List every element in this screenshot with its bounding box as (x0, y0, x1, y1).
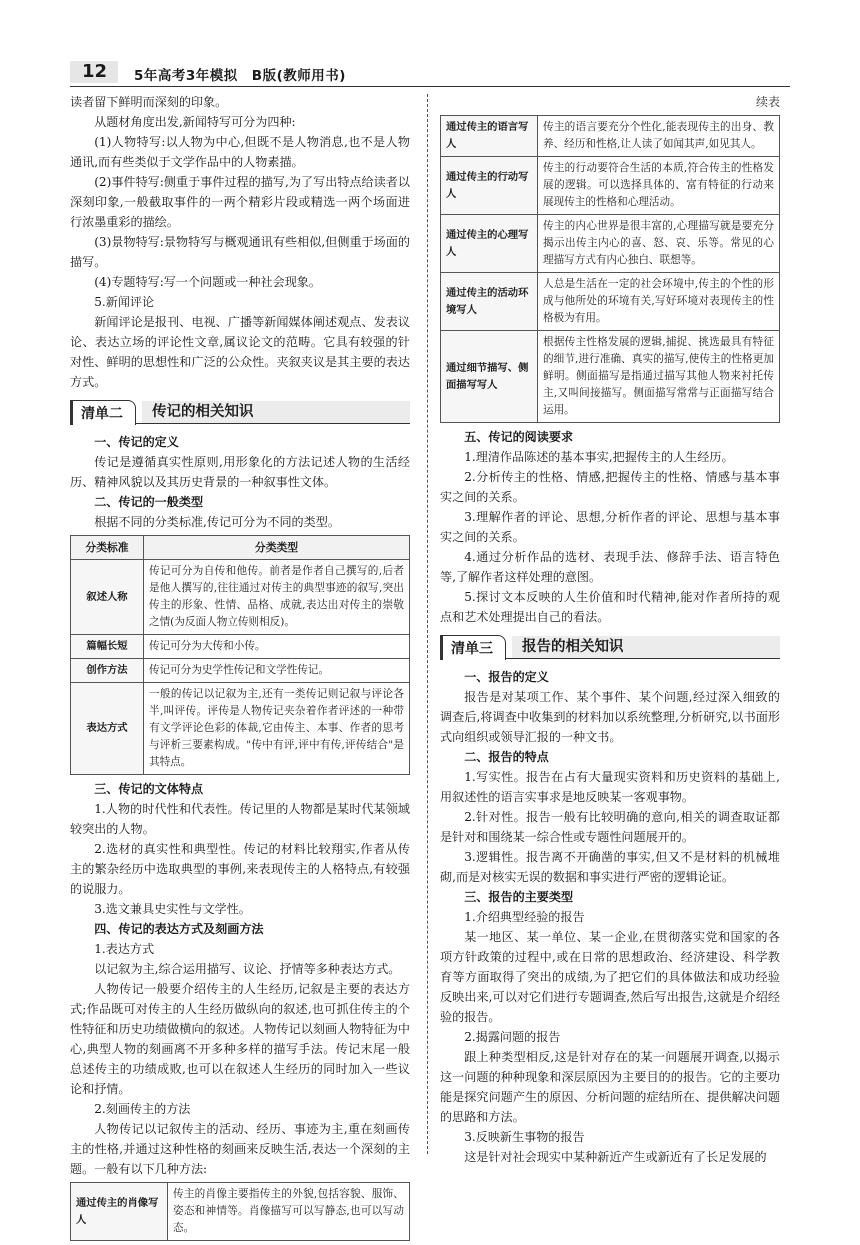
subheading: 一、报告的定义 (464, 670, 549, 684)
table-key-cell: 篇幅长短 (71, 635, 144, 659)
table-key-cell: 通过传主的语言写人 (441, 116, 538, 157)
left-column (70, 92, 410, 1245)
page-number: 12 (82, 61, 108, 82)
biography-types-table (70, 535, 410, 775)
table-key-cell: 通过传主的心理写人 (441, 215, 538, 273)
paragraph: 3.选文兼具史实性与文学性。 (94, 902, 251, 916)
table-value-cell: 人总是生活在一定的社会环境中,传主的个性的形成与他所处的环境有关,写好环境对表现传主的性格极为有用。 (538, 273, 780, 331)
paragraph: (4)专题特写:写一个问题或一种社会现象。 (94, 275, 321, 289)
paragraph: (3)景物特写:景物特写与概观通讯有些相似,但侧重于场面的描写。 (70, 235, 410, 269)
table-row (71, 635, 410, 659)
subheading: 二、传记的一般类型 (94, 495, 204, 509)
table-header-row (71, 536, 410, 560)
book-title: 5年高考3年模拟 B版(教师用书) (134, 68, 346, 84)
table-row (441, 273, 780, 331)
paragraph: 从题材角度出发,新闻特写可分为四种: (94, 115, 296, 129)
paragraph: 2.分析传主的性格、情感,把握传主的性格、情感与基本事实之间的关系。 (440, 470, 780, 504)
section-badge-label: 清单三 (451, 641, 493, 657)
table-row (71, 659, 410, 683)
table-row (71, 683, 410, 775)
paragraph: 1.写实性。报告在占有大量现实资料和历史资料的基础上,用叙述性的语言实事求是地反映某一客观事物。 (440, 770, 780, 804)
paragraph: 4.通过分析作品的选材、表现手法、修辞手法、语言特色等,了解作者这样处理的意图。 (440, 550, 780, 584)
subheading: 三、传记的文体特点 (94, 782, 204, 796)
subheading: 三、报告的主要类型 (464, 890, 574, 904)
table-key-cell: 通过细节描写、侧面描写写人 (441, 331, 538, 423)
paragraph: 某一地区、某一单位、某一企业,在贯彻落实党和国家的各项方针政策的过程中,或在日常的思想政治、经济建设、科学教育等方面取得了突出的成绩,为了把它们的具体做法和成功经验反映出来,可以对它们进行专题调查,然后写出报告,这就是介绍经验的报告。 (440, 930, 780, 1024)
section-header-list3 (440, 635, 780, 661)
paragraph: 以记叙为主,综合运用描写、议论、抒情等多种表达方式。 (94, 962, 401, 976)
page-header (70, 60, 790, 87)
table-value-cell: 一般的传记以记叙为主,还有一类传记则记叙与评论各半,叫评传。评传是人物传记夹杂着作者评述的一种带有文学评论色彩的体裁,它由传主、本事、作者的思考与评析三要素构成。"传中有评,评中有传,评传结合"是其特点。 (144, 683, 410, 775)
paragraph: 5.新闻评论 (94, 295, 155, 309)
paragraph: 读者留下鲜明而深刻的印象。 (70, 95, 228, 109)
portrayal-methods-table-continued (440, 115, 780, 423)
paragraph: 5.探讨文本反映的人生价值和时代精神,能对作者所持的观点和艺术处理提出自己的看法。 (440, 590, 780, 624)
section-title-bar (142, 401, 410, 423)
table-value-cell: 传记可分为史学性传记和文学性传记。 (144, 659, 410, 683)
paragraph: 1.表达方式 (94, 942, 155, 956)
right-column (440, 92, 780, 1167)
table-continued-label: 续表 (755, 95, 780, 109)
paragraph: 人物传记一般要介绍传主的人生经历,记叙是主要的表达方式;作品既可对传主的人生经历做纵向的叙述,也可抓住传主的个性特征和历史功绩做横向的叙述。人物传记以刻画人物特征为中心,典型人物的刻画离不开多种多样的描写手法。传记末尾一般总述传主的功绩成败,也可以在叙述人生经历的同时加入一些议论和抒情。 (70, 982, 410, 1096)
table-key-cell: 叙述人称 (71, 560, 144, 635)
paragraph: 3.逻辑性。报告离不开确凿的事实,但又不是材料的机械堆砌,而是对核实无误的数据和事实进行严密的逻辑论证。 (440, 850, 780, 884)
table-header-cell: 分类标准 (71, 536, 144, 560)
paragraph: 1.人物的时代性和代表性。传记里的人物都是某时代某领域较突出的人物。 (70, 802, 410, 836)
paragraph: 根据不同的分类标准,传记可分为不同的类型。 (94, 515, 340, 529)
paragraph: 跟上种类型相反,这是针对存在的某一问题展开调查,以揭示这一问题的种种现象和深层原因为主要目的的报告。它的主要功能是探究问题产生的原因、分析问题的症结所在、提供解决问题的思路和方法。 (440, 1050, 780, 1124)
section-title: 报告的相关知识 (522, 639, 624, 655)
table-value-cell: 传记可分为大传和小传。 (144, 635, 410, 659)
table-value-cell: 传主的内心世界是很丰富的,心理描写就是要充分揭示出传主内心的喜、怒、哀、乐等。常见的心理描写方式有内心独白、联想等。 (538, 215, 780, 273)
table-row (441, 157, 780, 215)
table-key-cell: 通过传主的行动写人 (441, 157, 538, 215)
section-badge (70, 400, 136, 425)
column-divider (427, 94, 428, 1154)
section-header-list2 (70, 400, 410, 426)
table-row (71, 560, 410, 635)
paragraph: 新闻评论是报刊、电视、广播等新闻媒体阐述观点、发表议论、表达立场的评论性文章,属议论文的范畴。它具有较强的针对性、鲜明的思想性和广泛的公众性。夹叙夹议是其主要的表达方式。 (70, 315, 410, 389)
table-key-cell: 表达方式 (71, 683, 144, 775)
table-value-cell: 传主的肖像主要指传主的外貌,包括容貌、服饰、姿态和神情等。肖像描写可以写静态,也可以写动态。 (168, 1183, 410, 1241)
paragraph: (2)事件特写:侧重于事件过程的描写,为了写出特点给读者以深刻印象,一般截取事件的一两个精彩片段或精选一两个场面进行浓墨重彩的描绘。 (70, 175, 410, 229)
paragraph: 这是针对社会现实中某种新近产生或新近有了长足发展的 (464, 1150, 767, 1164)
table-key-cell: 通过传主的活动环境写人 (441, 273, 538, 331)
table-row (441, 116, 780, 157)
paragraph: (1)人物特写:以人物为中心,但既不是人物消息,也不是人物通讯,而有些类似于文学作品中的人物素描。 (70, 135, 410, 169)
section-title: 传记的相关知识 (152, 404, 254, 420)
table-row (441, 215, 780, 273)
table-value-cell: 传主的语言要充分个性化,能表现传主的出身、教养、经历和性格,让人读了如闻其声,如见其人。 (538, 116, 780, 157)
paragraph: 1.理清作品陈述的基本事实,把握传主的人生经历。 (464, 450, 734, 464)
paragraph: 3.理解作者的评论、思想,分析作者的评论、思想与基本事实之间的关系。 (440, 510, 780, 544)
subheading: 一、传记的定义 (94, 435, 179, 449)
paragraph: 2.选材的真实性和典型性。传记的材料比较翔实,作者从传主的繁杂经历中选取典型的事例,来表现传主的人格特点,有较强的说服力。 (70, 842, 410, 896)
section-badge-label: 清单二 (81, 406, 123, 422)
table-key-cell: 创作方法 (71, 659, 144, 683)
subheading: 四、传记的表达方式及刻画方法 (94, 922, 264, 936)
table-value-cell: 根据传主性格发展的逻辑,捕捉、挑选最具有特征的细节,进行准确、真实的描写,使传主的性格更加鲜明。侧面描写是指通过描写其他人物来衬托传主,又叫间接描写。侧面描写常常与正面描写结合运用。 (538, 331, 780, 423)
table-row (441, 331, 780, 423)
paragraph: 2.揭露问题的报告 (464, 1030, 561, 1044)
table-header-cell: 分类类型 (144, 536, 410, 560)
subheading: 二、报告的特点 (464, 750, 549, 764)
paragraph: 传记是遵循真实性原则,用形象化的方法记述人物的生活经历、精神风貌以及其历史背景的一种叙事性文体。 (70, 455, 410, 489)
paragraph: 3.反映新生事物的报告 (464, 1130, 585, 1144)
paragraph: 报告是对某项工作、某个事件、某个问题,经过深入细致的调查后,将调查中收集到的材料加以系统整理,分析研究,以书面形式向组织或领导汇报的一种文书。 (440, 690, 780, 744)
section-badge (440, 635, 506, 660)
paragraph: 1.介绍典型经验的报告 (464, 910, 585, 924)
table-key-cell: 通过传主的肖像写人 (71, 1183, 168, 1241)
portrayal-methods-table (70, 1182, 410, 1241)
paragraph: 人物传记以记叙传主的活动、经历、事迹为主,重在刻画传主的性格,并通过这种性格的刻画来反映生活,表达一个深刻的主题。一般有以下几种方法: (70, 1122, 410, 1176)
section-title-bar (512, 636, 780, 658)
table-value-cell: 传主的行动要符合生活的本质,符合传主的性格发展的逻辑。可以选择具体的、富有特征的行动来展现传主的性格和心理活动。 (538, 157, 780, 215)
subheading: 五、传记的阅读要求 (464, 430, 574, 444)
paragraph: 2.刻画传主的方法 (94, 1102, 191, 1116)
paragraph: 2.针对性。报告一般有比较明确的意向,相关的调查取证都是针对和围绕某一综合性或专题性问题展开的。 (440, 810, 780, 844)
table-row (71, 1183, 410, 1241)
table-value-cell: 传记可分为自传和他传。前者是作者自己撰写的,后者是他人撰写的,往往通过对传主的典型事迹的叙写,突出传主的形象、性情、品格、成就,表达出对传主的崇敬之情(为反面人物立传则相反)。 (144, 560, 410, 635)
